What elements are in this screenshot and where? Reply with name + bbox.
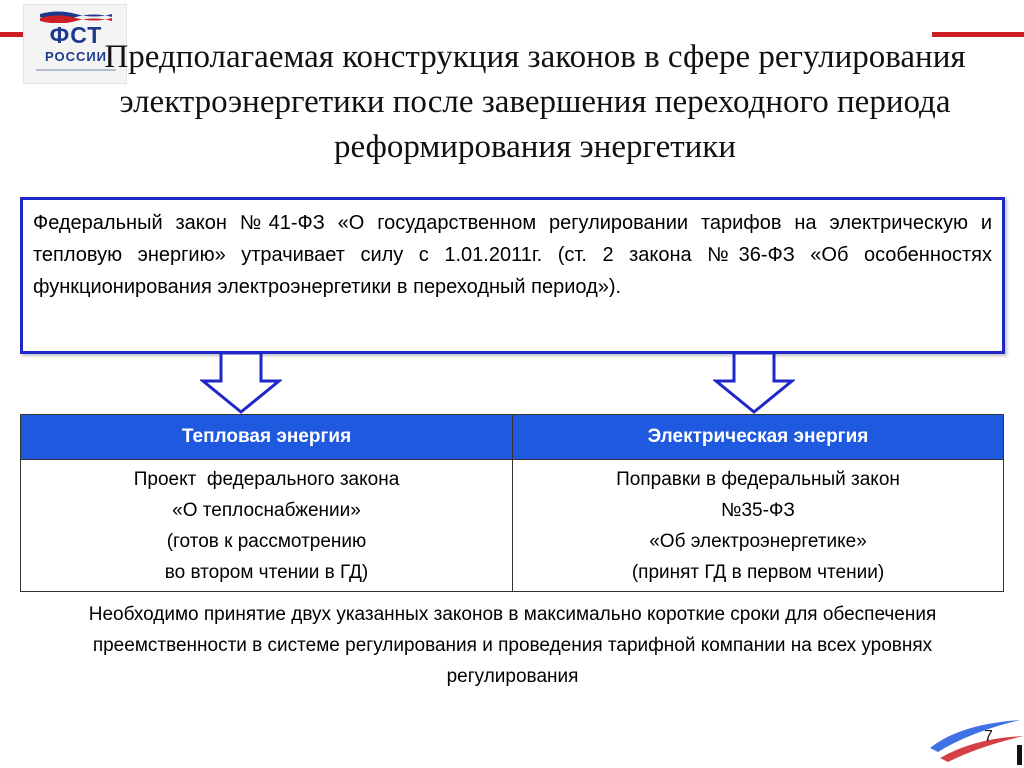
notice-box xyxy=(20,197,1005,354)
energy-table xyxy=(20,414,1004,592)
cell-line: Поправки в федеральный закон xyxy=(616,469,900,490)
accent-line-left xyxy=(0,32,25,37)
down-arrow-icon xyxy=(200,351,282,415)
cell-line: (принят ГД в первом чтении) xyxy=(631,562,885,583)
cell-line: Проект федерального закона xyxy=(133,469,400,490)
cell-line: во втором чтении в ГД) xyxy=(164,562,369,583)
table-header-heat: Тепловая энергия xyxy=(181,426,352,447)
cell-line: «Об электроэнергетике» xyxy=(649,531,867,552)
table-cell-heat xyxy=(21,464,512,588)
logo-text-fst: ФСТ xyxy=(49,22,103,48)
cell-line: (готов к рассмотрению xyxy=(166,531,367,552)
edge-mark xyxy=(1017,745,1022,765)
notice-text: Федеральный закон №41-ФЗ «О государственном регулировании тарифов на электрическую и тепловую энергию» утрачивает силу с 1.01.2011г. (ст. 2 закона №36-ФЗ «Об особенностях функционирования электроэнергетики в переходный период»). xyxy=(33,212,992,298)
table-header-electric: Электрическая энергия xyxy=(647,426,869,447)
slide-title: Предполагаемая конструкция законов в сфере регулирования электроэнергетики после завершения переходного периода реформирования энергетики xyxy=(104,39,966,165)
flag-icon xyxy=(40,9,112,23)
logo-text-rossii: РОССИИ xyxy=(44,49,108,64)
table-cell-electric xyxy=(513,464,1003,588)
cell-line: «О теплоснабжении» xyxy=(172,500,361,521)
swoosh-icon xyxy=(920,706,1024,766)
cell-line: №35-ФЗ xyxy=(721,500,795,521)
down-arrow-icon xyxy=(713,351,795,415)
page-number: 7 xyxy=(984,728,993,745)
conclusion-text: Необходимо принятие двух указанных законов в максимально короткие сроки для обеспечения преемственности в системе регулирования и проведения тарифной компании на всех уровнях регулирования xyxy=(88,604,937,687)
